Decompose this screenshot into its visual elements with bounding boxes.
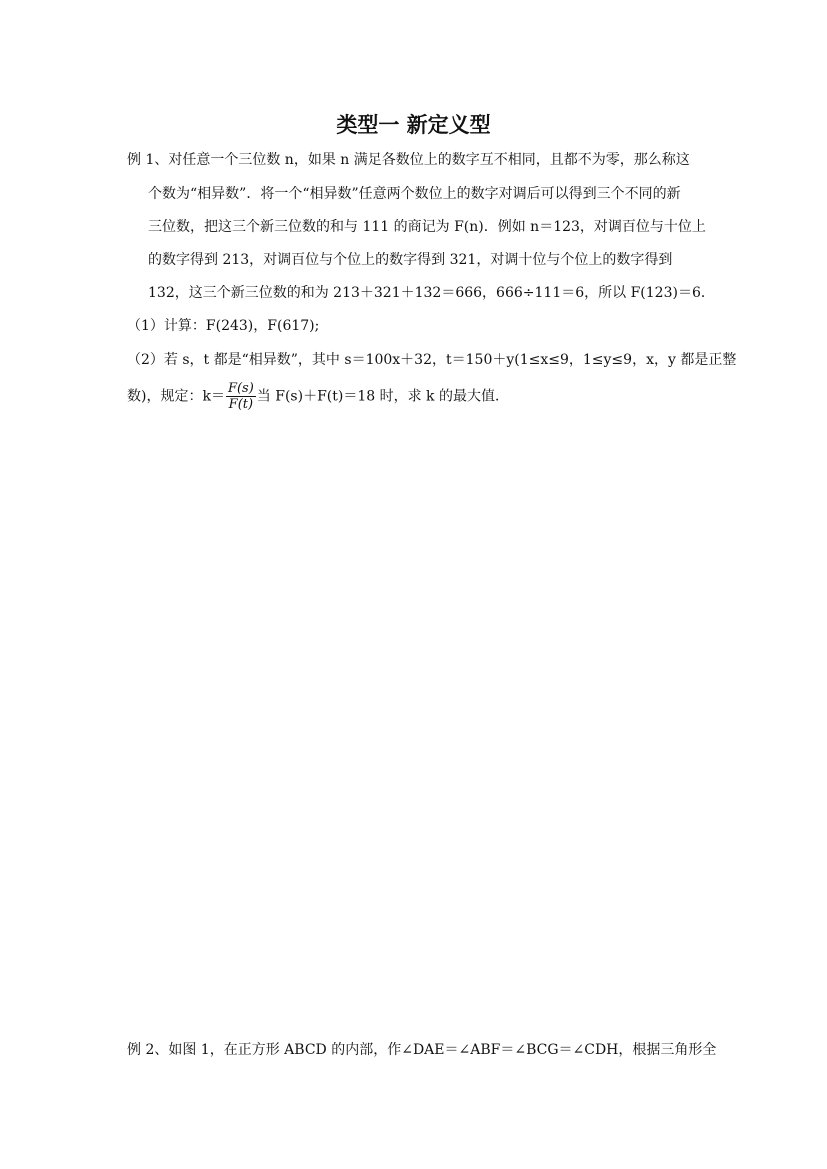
example1-line-4: 的数字得到 213，对调百位与个位上的数字得到 321，对调十位与个位上的数字得到 xyxy=(148,252,673,268)
question-1: （1）计算：F(243)，F(617); xyxy=(127,318,320,334)
page-title: 类型一 新定义型 xyxy=(336,113,491,137)
fraction-denominator: F(t) xyxy=(228,397,254,412)
example1-line-1: 例 1、对任意一个三位数 n，如果 n 满足各数位上的数字互不相同，且都不为零，那么称这 xyxy=(127,152,690,168)
example2-line-1: 例 2、如图 1，在正方形 ABCD 的内部，作∠DAE＝∠ABF＝∠BCG＝∠CDH，根据三角形全 xyxy=(127,1042,717,1058)
question-2-suffix: 当 F(s)＋F(t)＝18 时，求 k 的最大值． xyxy=(256,388,509,405)
example1-line-2: 个数为“相异数”．将一个“相异数”任意两个数位上的数字对调后可以得到三个不同的新 xyxy=(148,186,681,202)
k-fraction xyxy=(226,381,256,412)
question-2-line-1: （2）若 s，t 都是“相异数”，其中 s＝100x＋32，t＝150＋y(1≤x≤9，1≤y≤9，x，y 都是正整 xyxy=(127,352,737,368)
fraction-numerator: F(s) xyxy=(227,381,254,396)
example1-line-5: 132，这三个新三位数的和为 213＋321＋132＝666，666÷111＝6，所以 F(123)＝6． xyxy=(148,285,715,301)
example1-line-3: 三位数，把这三个新三位数的和与 111 的商记为 F(n)．例如 n＝123，对调百位与十位上 xyxy=(148,219,706,235)
question-2-line-2 xyxy=(127,381,509,412)
question-2-prefix: 数)，规定：k＝ xyxy=(127,388,225,405)
